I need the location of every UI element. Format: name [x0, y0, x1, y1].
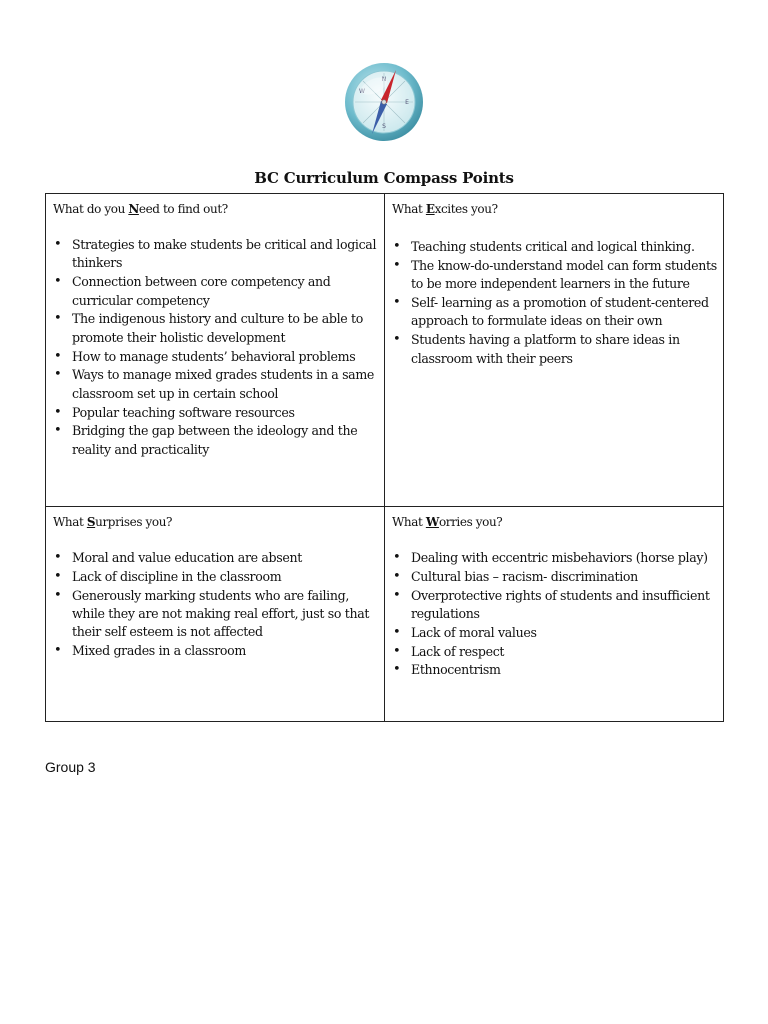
list-item: • Lack of respect [411, 643, 717, 661]
list-item: • Self- learning as a promotion of student-centered approach to formulate ideas on their own [411, 294, 717, 331]
question-excites [392, 202, 717, 218]
question-surprises-suffix: urprises you? [95, 515, 173, 529]
list-item: • Ways to manage mixed grades students in a same classroom set up in certain school [72, 366, 378, 403]
compass-letter-s: S [382, 123, 386, 130]
page-title: BC Curriculum Compass Points [254, 169, 514, 187]
list-item: • Moral and value education are absent [72, 549, 378, 567]
list-item: • Strategies to make students be critical and logical thinkers [72, 236, 378, 273]
question-surprises-key: S [86, 515, 96, 529]
cell-excites [385, 194, 723, 507]
group-label: Group 3 [45, 759, 96, 775]
list-item: • Bridging the gap between the ideology and the reality and practicality [72, 422, 378, 459]
list-item: • The know-do-understand model can form students to be more independent learners in the future [411, 257, 717, 294]
compass-letter-e: E [405, 99, 409, 106]
compass-points-table [45, 193, 724, 722]
list-item: • How to manage students’ behavioral problems [72, 348, 378, 366]
question-worries-key: W [425, 515, 439, 529]
question-excites-suffix: xcites you? [434, 202, 498, 216]
list-item: • Cultural bias – racism- discrimination [411, 568, 717, 586]
compass-letter-w: W [359, 88, 365, 95]
list-item: • Generously marking students who are failing, while they are not making real effort, just so that their self esteem is not affected [72, 587, 378, 642]
need-list [53, 236, 378, 459]
list-item: • Ethnocentrism [411, 661, 717, 679]
question-worries [392, 515, 717, 531]
question-worries-prefix: What [392, 515, 426, 529]
list-item: • Lack of discipline in the classroom [72, 568, 378, 586]
list-item: • Students having a platform to share ideas in classroom with their peers [411, 331, 717, 368]
list-item: • Popular teaching software resources [72, 404, 378, 422]
question-worries-suffix: orries you? [438, 515, 503, 529]
list-item: • The indigenous history and culture to be able to promote their holistic development [72, 310, 378, 347]
list-item: • Mixed grades in a classroom [72, 642, 378, 660]
cell-worries [385, 507, 723, 721]
question-excites-key: E [425, 202, 435, 216]
question-surprises [53, 515, 378, 531]
compass-letter-n: N [381, 76, 387, 83]
question-need-key: N [128, 202, 139, 216]
cell-need [46, 194, 385, 507]
question-need-prefix: What do you [53, 202, 129, 216]
compass-pivot [382, 100, 386, 104]
excites-list [392, 238, 717, 368]
question-excites-prefix: What [392, 202, 426, 216]
list-item: • Lack of moral values [411, 624, 717, 642]
compass-logo [344, 62, 424, 142]
list-item: • Overprotective rights of students and insufficient regulations [411, 587, 717, 624]
list-item: • Connection between core competency and curricular competency [72, 273, 378, 310]
question-need-suffix: eed to find out? [138, 202, 228, 216]
list-item: • Dealing with eccentric misbehaviors (horse play) [411, 549, 717, 567]
question-surprises-prefix: What [53, 515, 87, 529]
cell-surprises [46, 507, 385, 721]
question-need [53, 202, 378, 218]
worries-list [392, 549, 717, 680]
surprises-list [53, 549, 378, 661]
list-item: • Teaching students critical and logical thinking. [411, 238, 717, 256]
